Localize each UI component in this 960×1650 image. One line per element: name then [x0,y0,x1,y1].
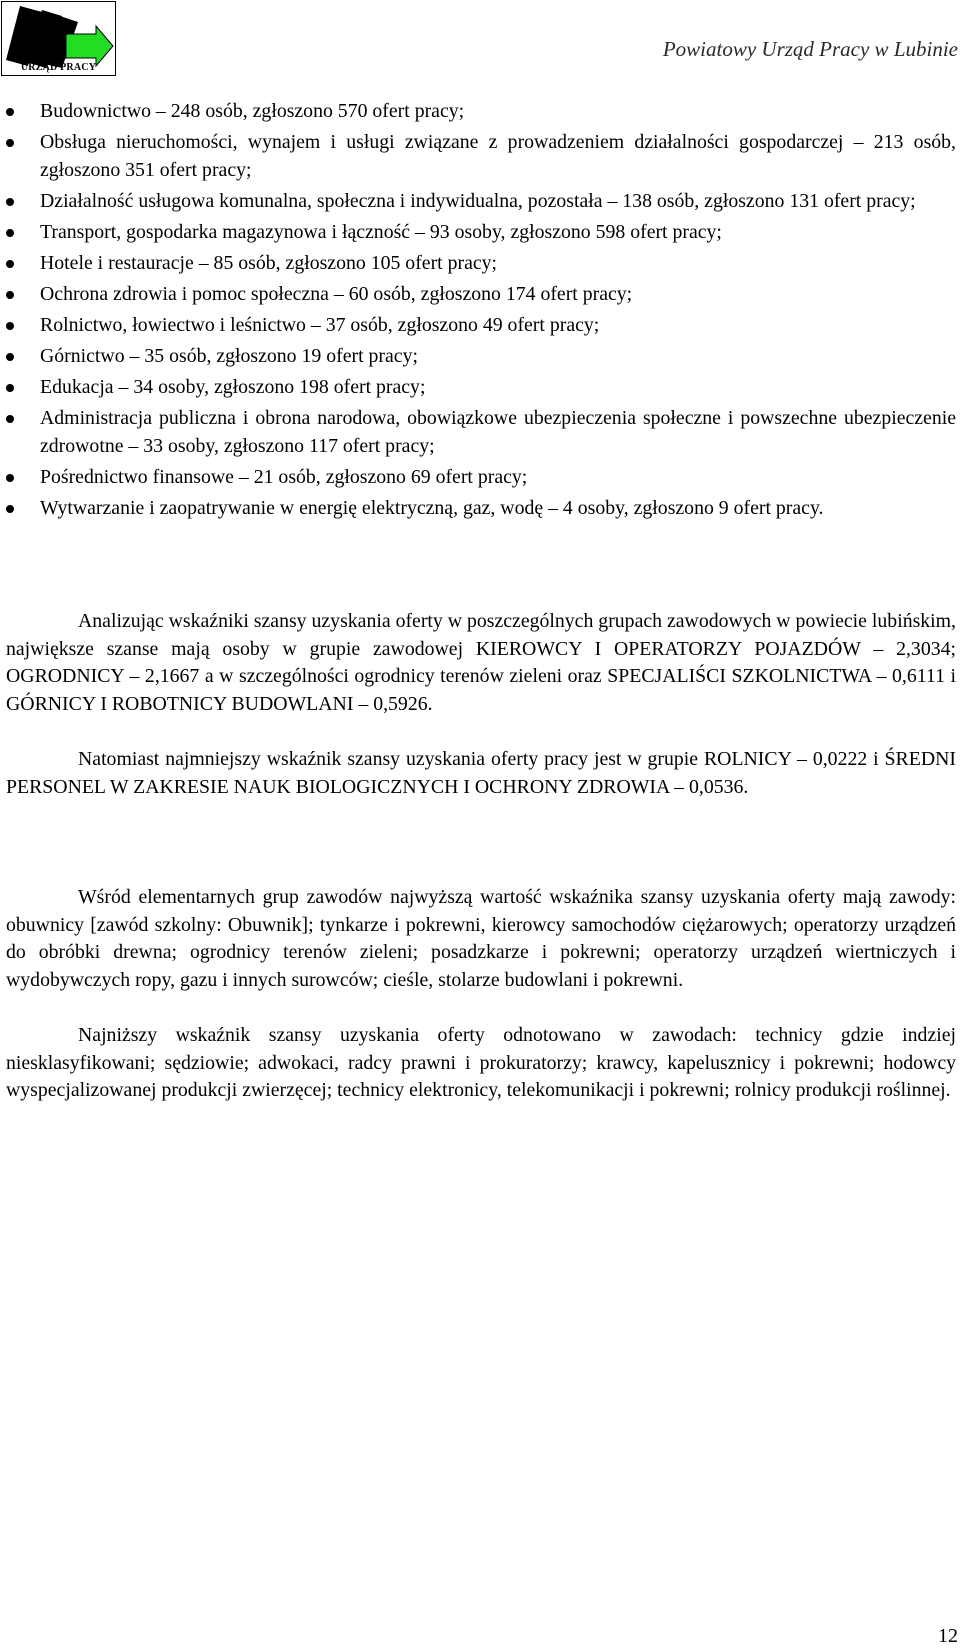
list-item: Wytwarzanie i zaopatrywanie w energię elektryczną, gaz, wodę – 4 osoby, zgłoszono 9 ofert pracy. [0,495,956,523]
list-item: Budownictwo – 248 osób, zgłoszono 570 ofert pracy; [0,98,956,126]
list-item: Rolnictwo, łowiectwo i leśnictwo – 37 osób, zgłoszono 49 ofert pracy; [0,312,956,340]
paragraph-highest-chance-occupations: Wśród elementarnych grup zawodów najwyższą wartość wskaźnika szansy uzyskania oferty mają zawody: obuwnicy [zawód szkolny: Obuwnik]; tynkarze i pokrewni, kierowcy samochodów ciężarowych; operatorzy urządzeń do obróbki drewna; ogrodnicy terenów zieleni; posadzkarze i pokrewni; operatorzy urządzeń wiertniczych i wydobywczych ropy, gazu i innych surowców; cieśle, stolarze budowlani i pokrewni. [6,886,956,991]
list-item: Transport, gospodarka magazynowa i łączność – 93 osoby, zgłoszono 598 ofert pracy; [0,219,956,247]
list-item: Górnictwo – 35 osób, zgłoszono 19 ofert pracy; [0,343,956,371]
paragraph-lowest-chance-groups: Natomiast najmniejszy wskaźnik szansy uzyskania oferty pracy jest w grupie ROLNICY – 0,0222 i ŚREDNI PERSONEL W ZAKRESIE NAUK BIOLOGICZNYCH I OCHRONY ZDROWIA – 0,0536. [6,748,956,798]
urzad-pracy-logo [1,1,116,76]
sector-list [0,98,956,526]
page-number: 12 [938,1625,958,1647]
page-header [0,0,960,80]
list-item: Ochrona zdrowia i pomoc społeczna – 60 osób, zgłoszono 174 ofert pracy; [0,281,956,309]
logo-label: URZĄD PRACY [20,62,97,73]
list-item: Hotele i restauracje – 85 osób, zgłoszono 105 ofert pracy; [0,250,956,278]
list-item: Administracja publiczna i obrona narodowa, obowiązkowe ubezpieczenia społeczne i powszechne ubezpieczenie zdrowotne – 33 osoby, zgłoszono 117 ofert pracy; [0,405,956,460]
list-item: Działalność usługowa komunalna, społeczna i indywidualna, pozostała – 138 osób, zgłoszono 131 ofert pracy; [0,188,956,216]
list-item: Edukacja – 34 osoby, zgłoszono 198 ofert pracy; [0,374,956,402]
paragraph-lowest-chance-occupations: Najniższy wskaźnik szansy uzyskania oferty odnotowano w zawodach: technicy gdzie indziej niesklasyfikowani; sędziowie; adwokaci, radcy prawni i prokuratorzy; krawcy, kapelusznicy i pokrewni; hodowcy wyspecjalizowanej produkcji zwierzęcej; technicy elektronicy, telekomunikacji i pokrewni; rolnicy produkcji roślinnej. [6,1024,956,1101]
header-title: Powiatowy Urząd Pracy w Lubinie [662,37,958,61]
list-item: Obsługa nieruchomości, wynajem i usługi związane z prowadzeniem działalności gospodarczej – 213 osób, zgłoszono 351 ofert pracy; [0,129,956,184]
paragraph-highest-chance-groups: Analizując wskaźniki szansy uzyskania oferty w poszczególnych grupach zawodowych w powiecie lubińskim, największe szanse mają osoby w grupie zawodowej KIEROWCY I OPERATORZY POJAZDÓW – 2,3034; OGRODNICY – 2,1667 a w szczególności ogrodnicy terenów zieleni oraz SPECJALIŚCI SZKOLNICTWA – 0,6111 i GÓRNICY I ROBOTNICY BUDOWLANI – 0,5926. [6,610,956,715]
list-item: Pośrednictwo finansowe – 21 osób, zgłoszono 69 ofert pracy; [0,464,956,492]
